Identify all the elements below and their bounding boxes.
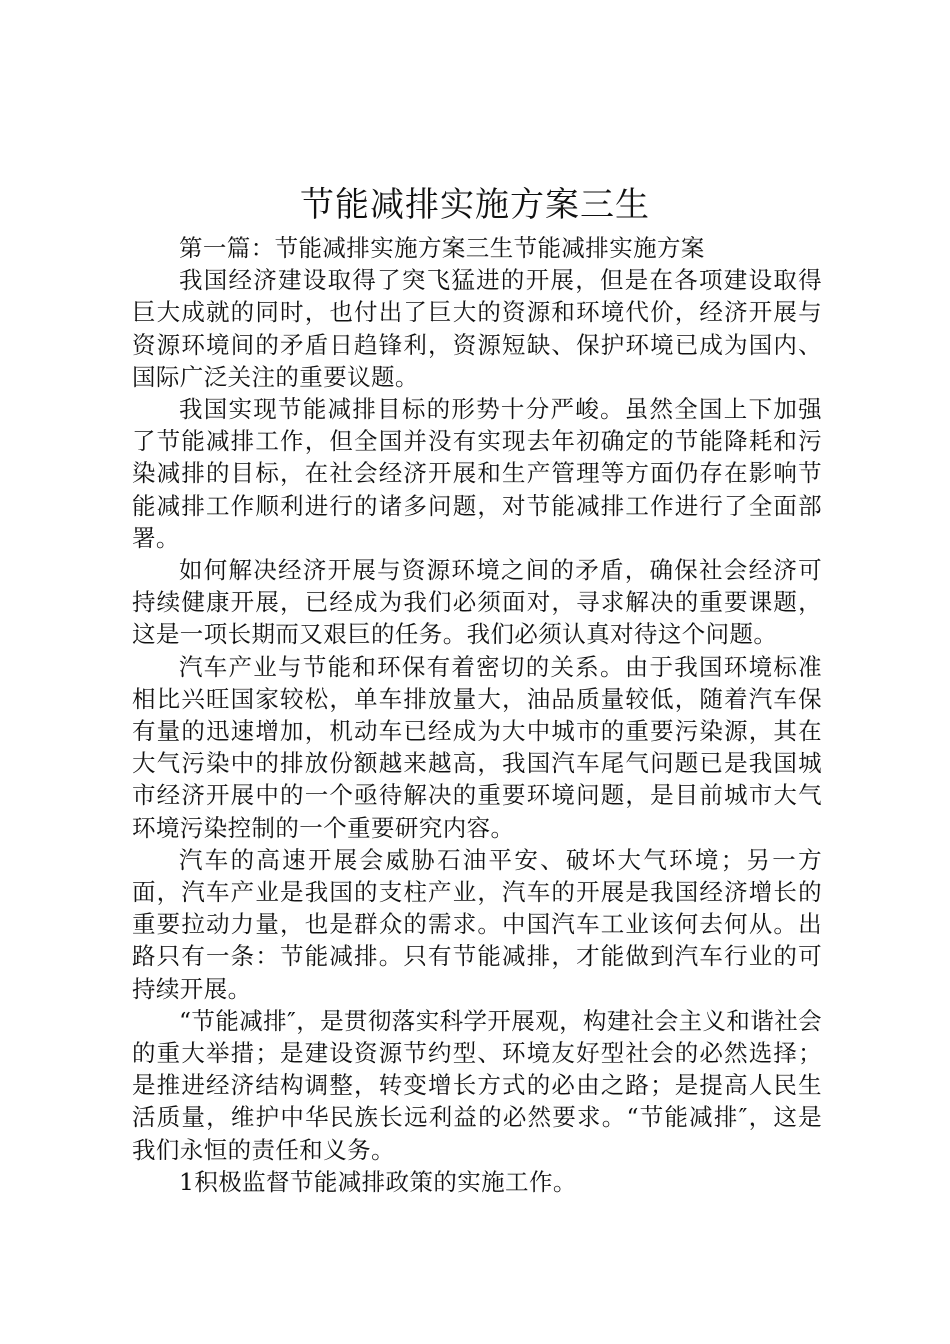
paragraph: 汽车产业与节能和环保有着密切的关系。由于我国环境标准相比兴旺国家较松，单车排放量大，油品质量较低，随着汽车保有量的迅速增加，机动车已经成为大中城市的重要污染源，其在大气污染中的排放份额越来越高，我国汽车尾气问题已是我国城市经济开展中的一个亟待解决的重要环境问题，是目前城市大气环境污染控制的一个重要研究内容。 [132, 652, 822, 842]
paragraph: 我国实现节能减排目标的形势十分严峻。虽然全国上下加强了节能减排工作，但全国并没有实现去年初确定的节能降耗和污染减排的目标，在社会经济开展和生产管理等方面仍存在影响节能减排工作顺利进行的诸多问题，对节能减排工作进行了全面部署。 [132, 395, 822, 552]
paragraph-list-item: 1积极监督节能减排政策的实施工作。 [179, 1167, 577, 1196]
paragraph: 汽车的高速开展会威胁石油平安、破坏大气环境；另一方面，汽车产业是我国的支柱产业，汽车的开展是我国经济增长的重要拉动力量，也是群众的需求。中国汽车工业该何去何从。出路只有一条：节能减排。只有节能减排，才能做到汽车行业的可持续开展。 [132, 845, 822, 1003]
paragraph: “节能减排″，是贯彻落实科学开展观，构建社会主义和谐社会的重大举措；是建设资源节约型、环境友好型社会的必然选择；是推进经济结构调整，转变增长方式的必由之路；是提高人民生活质量，维护中华民族长远利益的必然要求。“节能减排″，这是我们永恒的责任和义务。 [132, 1006, 822, 1164]
document-title: 节能减排实施方案三生 [300, 185, 650, 225]
paragraph-heading: 第一篇：节能减排实施方案三生节能减排实施方案 [179, 234, 705, 262]
paragraph: 我国经济建设取得了突飞猛进的开展，但是在各项建设取得巨大成就的同时，也付出了巨大的资源和环境代价，经济开展与资源环境间的矛盾日趋锋利，资源短缺、保护环境已成为国内、国际广泛关注的重要议题。 [132, 266, 822, 391]
document-body [132, 232, 822, 1198]
paragraph: 如何解决经济开展与资源环境之间的矛盾，确保社会经济可持续健康开展，已经成为我们必须面对，寻求解决的重要课题，这是一项长期而又艰巨的任务。我们必须认真对待这个问题。 [132, 556, 822, 649]
